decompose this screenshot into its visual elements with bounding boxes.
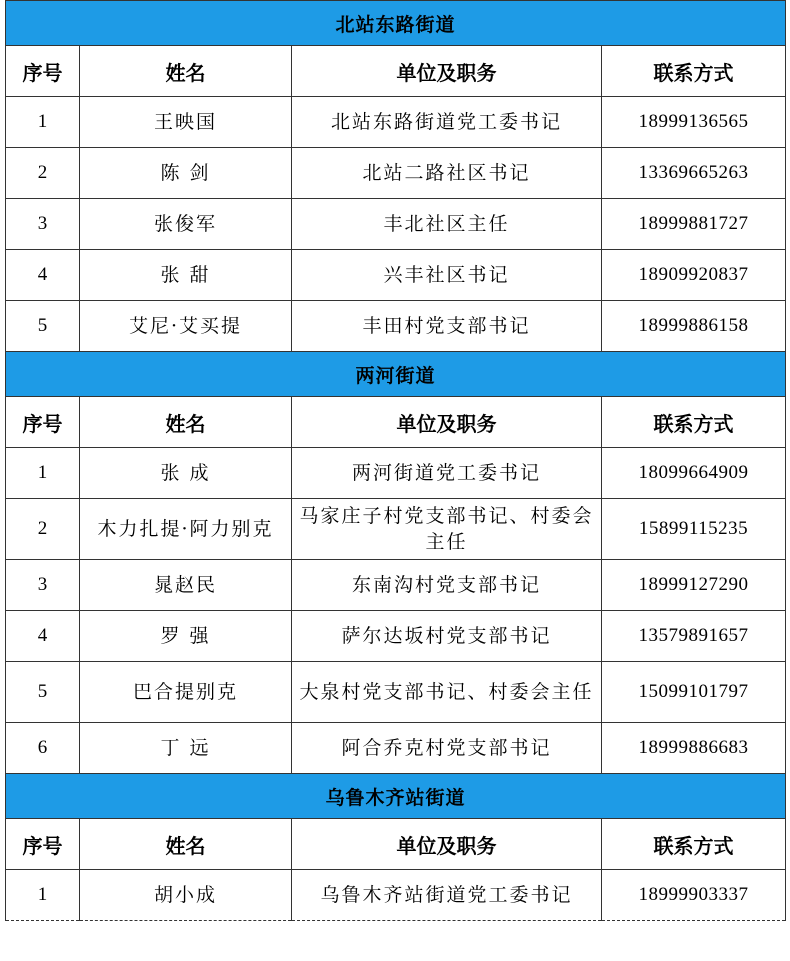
column-header-index: 序号 — [6, 819, 80, 870]
table-row — [6, 611, 786, 662]
table-row — [6, 250, 786, 301]
column-header-row — [6, 397, 786, 448]
row-name: 张 成 — [80, 448, 292, 499]
row-unit: 萨尔达坂村党支部书记 — [292, 611, 602, 662]
row-index: 5 — [6, 662, 80, 723]
row-index: 1 — [6, 97, 80, 148]
column-header-name: 姓名 — [80, 46, 292, 97]
column-header-contact: 联系方式 — [602, 819, 786, 870]
row-unit: 东南沟村党支部书记 — [292, 560, 602, 611]
row-index: 4 — [6, 611, 80, 662]
table-row — [6, 662, 786, 723]
section-title: 乌鲁木齐站街道 — [6, 774, 786, 819]
row-index: 4 — [6, 250, 80, 301]
section-title: 北站东路街道 — [6, 1, 786, 46]
column-header-index: 序号 — [6, 46, 80, 97]
row-unit: 北站二路社区书记 — [292, 148, 602, 199]
column-header-name: 姓名 — [80, 397, 292, 448]
row-contact: 13579891657 — [602, 611, 786, 662]
row-contact: 13369665263 — [602, 148, 786, 199]
row-index: 6 — [6, 723, 80, 774]
row-unit: 丰北社区主任 — [292, 199, 602, 250]
row-contact: 18999136565 — [602, 97, 786, 148]
row-index: 3 — [6, 560, 80, 611]
row-unit: 乌鲁木齐站街道党工委书记 — [292, 870, 602, 921]
table-row — [6, 560, 786, 611]
column-header-name: 姓名 — [80, 819, 292, 870]
row-name: 张 甜 — [80, 250, 292, 301]
row-name: 木力扎提·阿力别克 — [80, 499, 292, 560]
section-header-lianghe — [6, 352, 786, 397]
table-row — [6, 448, 786, 499]
row-name: 王映国 — [80, 97, 292, 148]
row-contact: 18999881727 — [602, 199, 786, 250]
column-header-row — [6, 819, 786, 870]
row-index: 3 — [6, 199, 80, 250]
row-index: 1 — [6, 870, 80, 921]
row-name: 罗 强 — [80, 611, 292, 662]
row-name: 张俊军 — [80, 199, 292, 250]
table-row — [6, 723, 786, 774]
row-contact: 18999886158 — [602, 301, 786, 352]
section-title: 两河街道 — [6, 352, 786, 397]
column-header-unit: 单位及职务 — [292, 46, 602, 97]
row-name: 晁赵民 — [80, 560, 292, 611]
row-unit: 兴丰社区书记 — [292, 250, 602, 301]
row-contact: 18099664909 — [602, 448, 786, 499]
table-row — [6, 870, 786, 921]
row-unit: 北站东路街道党工委书记 — [292, 97, 602, 148]
row-name: 艾尼·艾买提 — [80, 301, 292, 352]
row-contact: 18909920837 — [602, 250, 786, 301]
row-unit: 阿合乔克村党支部书记 — [292, 723, 602, 774]
row-unit: 大泉村党支部书记、村委会主任 — [292, 662, 602, 723]
row-index: 2 — [6, 148, 80, 199]
column-header-unit: 单位及职务 — [292, 397, 602, 448]
row-index: 5 — [6, 301, 80, 352]
table-row — [6, 148, 786, 199]
column-header-index: 序号 — [6, 397, 80, 448]
row-contact: 18999127290 — [602, 560, 786, 611]
table-row — [6, 199, 786, 250]
section-header-urumqi-station — [6, 774, 786, 819]
table-row — [6, 301, 786, 352]
table-row — [6, 97, 786, 148]
row-contact: 18999903337 — [602, 870, 786, 921]
row-contact: 15899115235 — [602, 499, 786, 560]
row-name: 丁 远 — [80, 723, 292, 774]
column-header-contact: 联系方式 — [602, 46, 786, 97]
contact-table — [5, 0, 786, 921]
row-index: 1 — [6, 448, 80, 499]
column-header-row — [6, 46, 786, 97]
row-unit: 两河街道党工委书记 — [292, 448, 602, 499]
row-name: 胡小成 — [80, 870, 292, 921]
section-header-beizhan-donglu — [6, 1, 786, 46]
table-row — [6, 499, 786, 560]
row-contact: 18999886683 — [602, 723, 786, 774]
row-name: 巴合提别克 — [80, 662, 292, 723]
row-unit: 丰田村党支部书记 — [292, 301, 602, 352]
contact-sheet — [5, 0, 785, 921]
row-index: 2 — [6, 499, 80, 560]
row-contact: 15099101797 — [602, 662, 786, 723]
column-header-contact: 联系方式 — [602, 397, 786, 448]
column-header-unit: 单位及职务 — [292, 819, 602, 870]
row-name: 陈 剑 — [80, 148, 292, 199]
row-unit: 马家庄子村党支部书记、村委会主任 — [292, 499, 602, 560]
